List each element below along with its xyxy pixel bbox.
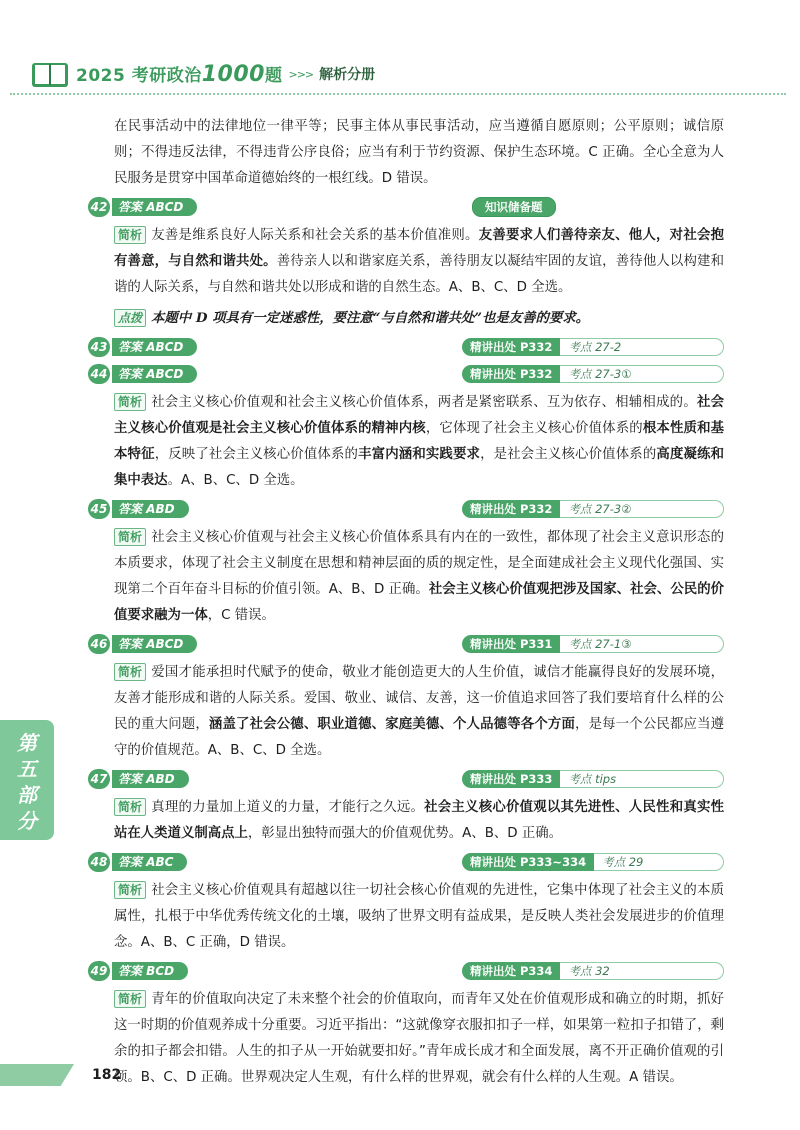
question-44-header xyxy=(88,363,724,385)
question-48-analysis: 简析 社会主义核心价值观具有超越以往一切社会核心价值观的先进性，它集中体现了社会主义的本质属性，扎根于中华优秀传统文化的土壤，吸纳了世界文明有益成果，是反映人类社会发展进步的价值理念。A、B、C 正确，D 错误。 xyxy=(114,883,724,950)
question-number: 48 xyxy=(88,852,110,872)
analysis-label: 简析 xyxy=(114,226,146,244)
analysis-label: 简析 xyxy=(114,528,146,546)
exam-point: 考点 32 xyxy=(560,962,724,980)
question-number: 44 xyxy=(88,364,110,384)
question-number: 46 xyxy=(88,634,110,654)
page-header xyxy=(30,56,375,92)
question-42-header xyxy=(88,196,724,218)
answer-badge: 答案 ABCD xyxy=(112,365,197,383)
question-44-analysis: 简析 社会主义核心价值观和社会主义核心价值体系，两者是紧密联系、互为依存、相辅相成的。社会主义核心价值观是社会主义核心价值体系的精神内核，它体现了社会主义核心价值体系的根本性质和基本特征，反映了社会主义核心价值体系的丰富内涵和实践要求，是社会主义核心价值体系的高度凝练和集中表达。A、B、C、D 全选。 xyxy=(114,395,725,488)
question-47-analysis: 简析 真理的力量加上道义的力量，才能行之久远。社会主义核心价值观以其先进性、人民性和真实性站在人类道义制高点上，彰显出独特而强大的价值观优势。A、B、D 正确。 xyxy=(114,800,725,841)
source-ref: 精讲出处 P333~334 xyxy=(462,853,594,871)
source-ref: 精讲出处 P332 xyxy=(462,500,560,518)
question-47-header xyxy=(88,768,724,790)
question-48-header xyxy=(88,851,724,873)
source-ref: 精讲出处 P332 xyxy=(462,338,560,356)
question-49-analysis: 简析 青年的价值取向决定了未来整个社会的价值取向，而青年又处在价值观形成和确立的时期，抓好这一时期的价值观养成十分重要。习近平指出：“这就像穿衣服扣扣子一样，如果第一粒扣子扣错了，剩余的扣子都会扣错。人生的扣子从一开始就要扣好。”青年成长成才和全面发展，离不开正确价值观的引领。B、C、D 正确。世界观决定人生观，有什么样的世界观，就会有什么样的人生观。A 错误。 xyxy=(114,992,724,1085)
question-46-header xyxy=(88,633,724,655)
question-number: 43 xyxy=(88,337,110,357)
question-number: 49 xyxy=(88,961,110,981)
exam-point: 考点 27-1③ xyxy=(560,635,724,653)
question-49-header xyxy=(88,960,724,982)
answer-badge: 答案 BCD xyxy=(112,962,188,980)
exam-point: 考点 27-3① xyxy=(560,365,724,383)
answer-badge: 答案 ABCD xyxy=(112,198,197,216)
tip-label: 点拨 xyxy=(114,309,146,327)
knowledge-tag: 知识储备题 xyxy=(472,197,556,217)
source-ref: 精讲出处 P331 xyxy=(462,635,560,653)
open-book-icon xyxy=(30,59,70,89)
page-number: 182 xyxy=(92,1067,122,1083)
exam-point: 考点 tips xyxy=(560,770,724,788)
answer-badge: 答案 ABCD xyxy=(112,338,197,356)
question-46-analysis: 简析 爱国才能承担时代赋予的使命，敬业才能创造更大的人生价值，诚信才能赢得良好的发展环境，友善才能形成和谐的人际关系。爱国、敬业、诚信、友善，这一价值追求回答了我们要培育什么样的公民的重大问题，涵盖了社会公德、职业道德、家庭美德、个人品德等各个方面，是每一个公民都应当遵守的价值规范。A、B、C、D 全选。 xyxy=(114,665,725,758)
answer-badge: 答案 ABD xyxy=(112,500,189,518)
question-45-analysis: 简析 社会主义核心价值观与社会主义核心价值体系具有内在的一致性，都体现了社会主义意识形态的本质要求，体现了社会主义制度在思想和精神层面的质的规定性，是全面建成社会主义现代化强国、实现第二个百年奋斗目标的价值引领。A、B、D 正确。社会主义核心价值观把涉及国家、社会、公民的价值要求融为一体，C 错误。 xyxy=(114,530,725,623)
question-45-header xyxy=(88,498,724,520)
answer-badge: 答案 ABC xyxy=(112,853,187,871)
question-number: 45 xyxy=(88,499,110,519)
book-title: 2025 考研政治1000题 xyxy=(76,62,283,87)
book-subtitle: 解析分册 xyxy=(319,67,376,83)
answer-badge: 答案 ABCD xyxy=(112,635,197,653)
exam-point: 考点 27-3② xyxy=(560,500,724,518)
question-42-analysis: 简析 友善是维系良好人际关系和社会关系的基本价值准则。友善要求人们善待亲友、他人，对社会抱有善意，与自然和谐共处。善待亲人以和谐家庭关系，善待朋友以凝结牢固的友谊，善待他人以构建和谐的人际关系，与自然和谐共处以形成和谐的自然生态。A、B、C、D 全选。 xyxy=(114,228,725,295)
footer-bar xyxy=(0,1064,74,1086)
header-divider xyxy=(10,93,786,95)
analysis-label: 简析 xyxy=(114,990,146,1008)
answer-badge: 答案 ABD xyxy=(112,770,189,788)
source-ref: 精讲出处 P332 xyxy=(462,365,560,383)
exam-point: 考点 27-2 xyxy=(560,338,724,356)
section-side-label: 第五部分 xyxy=(17,731,37,833)
exam-point: 考点 29 xyxy=(594,853,724,871)
analysis-label: 简析 xyxy=(114,881,146,899)
question-number: 47 xyxy=(88,769,110,789)
header-arrows: >>> xyxy=(288,67,314,81)
question-43-header xyxy=(88,336,724,358)
question-number: 42 xyxy=(88,197,110,217)
question-42-tip: 点拨 本题中 D 项具有一定迷惑性，要注意“与自然和谐共处”也是友善的要求。 xyxy=(114,305,724,332)
source-ref: 精讲出处 P333 xyxy=(462,770,560,788)
source-ref: 精讲出处 P334 xyxy=(462,962,560,980)
analysis-label: 简析 xyxy=(114,663,146,681)
intro-paragraph: 在民事活动中的法律地位一律平等；民事主体从事民事活动，应当遵循自愿原则；公平原则；诚信原则；不得违反法律，不得违背公序良俗；应当有利于节约资源、保护生态环境。C 正确。全心全意为人民服务是贯穿中国革命道德始终的一根红线。D 错误。 xyxy=(114,119,724,186)
analysis-label: 简析 xyxy=(114,393,146,411)
analysis-label: 简析 xyxy=(114,798,146,816)
